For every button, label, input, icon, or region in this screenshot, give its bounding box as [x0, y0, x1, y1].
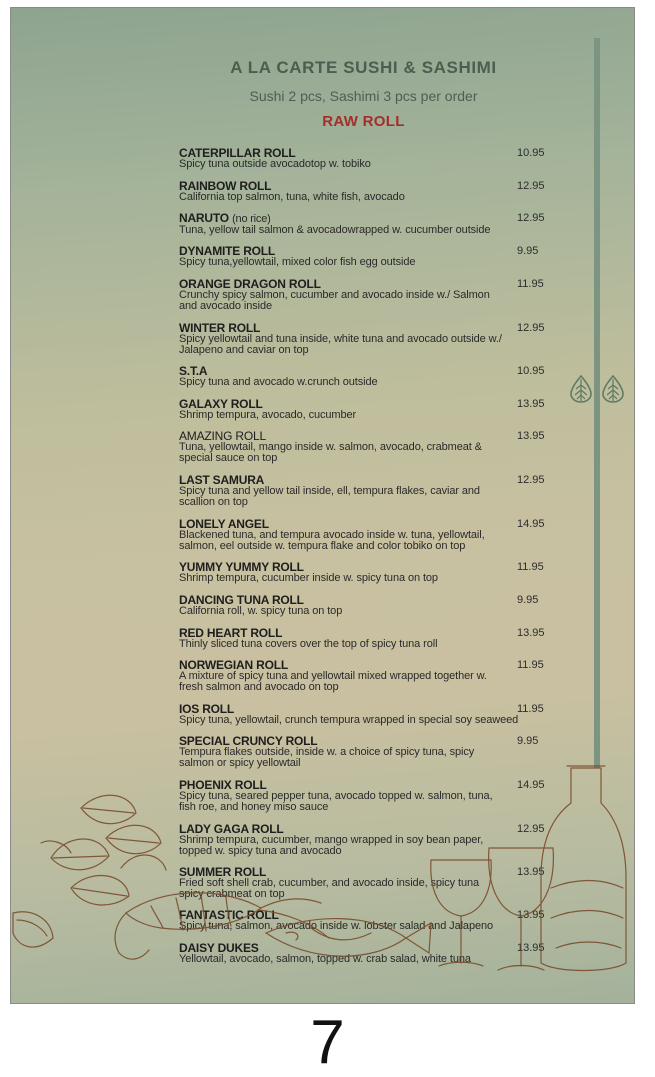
menu-item-price: 13.95: [517, 627, 545, 639]
menu-item-price: 13.95: [517, 909, 545, 921]
menu-item-description: Spicy tuna, salmon, avocado inside w. lobster salad and Jalapeno: [179, 920, 494, 932]
menu-item: [179, 519, 599, 552]
lotus-leaf-icon: [601, 375, 625, 403]
lotus-leaf-icon: [569, 375, 593, 403]
menu-item-description: special sauce on top: [179, 452, 278, 464]
menu-item-price: 10.95: [517, 365, 545, 377]
menu-item: [179, 181, 599, 203]
menu-item-price: 13.95: [517, 430, 545, 442]
menu-item-title: FANTASTIC ROLL: [179, 908, 279, 922]
menu-item: [179, 660, 599, 693]
menu-item: [179, 943, 599, 965]
menu-item-title: WINTER ROLL: [179, 321, 261, 335]
menu-item-title: DYNAMITE ROLL: [179, 244, 276, 258]
menu-title: A LA CARTE SUSHI & SASHIMI: [230, 58, 497, 77]
menu-item-description: Shrimp tempura, cucumber, mango wrapped in soy bean paper,: [179, 834, 484, 846]
menu-item-title: NORWEGIAN ROLL: [179, 658, 288, 672]
menu-item-price: 9.95: [517, 594, 539, 606]
menu-item-title: SUMMER ROLL: [179, 865, 267, 879]
menu-item-title: GALAXY ROLL: [179, 397, 263, 411]
menu-item-description: and avocado inside: [179, 300, 272, 312]
menu-item: [179, 628, 599, 650]
menu-item-price: 11.95: [517, 278, 544, 290]
menu-item-price: 12.95: [517, 180, 545, 192]
menu-item-title: PHOENIX ROLL: [179, 778, 267, 792]
menu-item-price: 9.95: [517, 245, 539, 257]
menu-item-price: 13.95: [517, 942, 545, 954]
menu-item-description: Fried soft shell crab, cucumber, and avocado inside, spicy tuna: [179, 877, 480, 889]
menu-item-description: Thinly sliced tuna covers over the top of spicy tuna roll: [179, 638, 438, 650]
menu-item-description: California top salmon, tuna, white fish, avocado: [179, 191, 405, 203]
menu-item-price: 11.95: [517, 703, 544, 715]
menu-item-description: Blackened tuna, and tempura avocado inside w. tuna, yellowtail,: [179, 529, 485, 541]
menu-item: [179, 780, 599, 813]
menu-item: [179, 475, 599, 508]
menu-item-price: 9.95: [517, 735, 539, 747]
menu-item: [179, 704, 599, 726]
menu-item-description: topped w. spicy tuna and avocado: [179, 845, 342, 857]
menu-subtitle: Sushi 2 pcs, Sashimi 3 pcs per order: [249, 88, 478, 104]
menu-item-title: DAISY DUKES: [179, 941, 259, 955]
menu-item-description: Yellowtail, avocado, salmon, topped w. crab salad, white tuna: [179, 953, 471, 965]
menu-item-price: 13.95: [517, 866, 545, 878]
menu-item-price: 12.95: [517, 212, 545, 224]
menu-item-price: 12.95: [517, 823, 545, 835]
menu-item-title: RED HEART ROLL: [179, 626, 283, 640]
menu-item-description: Spicy tuna outside avocadotop w. tobiko: [179, 158, 371, 170]
menu-item-note: (no rice): [232, 213, 271, 225]
menu-item-price: 10.95: [517, 147, 545, 159]
menu-item-description: fish roe, and honey miso sauce: [179, 801, 329, 813]
menu-item-title: LAST SAMURA: [179, 473, 265, 487]
menu-item-title: RAINBOW ROLL: [179, 179, 272, 193]
menu-item-title: SPECIAL CRUNCY ROLL: [179, 734, 318, 748]
menu-item-description: fresh salmon and avocado on top: [179, 681, 339, 693]
page-number: 7: [310, 1008, 345, 1077]
menu-item: [179, 562, 599, 584]
menu-item: [179, 736, 599, 769]
menu-item-description: Spicy tuna, yellowtail, crunch tempura wrapped in special soy seaweed: [179, 714, 519, 726]
menu-item-title: IOS ROLL: [179, 702, 235, 716]
menu-item-description: Shrimp tempura, cucumber inside w. spicy tuna on top: [179, 572, 438, 584]
menu-item-description: Spicy tuna and avocado w.crunch outside: [179, 376, 378, 388]
menu-item-description: salmon or spicy yellowtail: [179, 757, 301, 769]
menu-item: [179, 246, 599, 268]
menu-item: [179, 595, 599, 617]
menu-item-description: A mixture of spicy tuna and yellowtail mixed wrapped together w.: [179, 670, 487, 682]
menu-item-title: S.T.A: [179, 364, 208, 378]
menu-item-price: 14.95: [517, 518, 545, 530]
menu-item-description: Spicy tuna,yellowtail, mixed color fish egg outside: [179, 256, 416, 268]
menu-item-description: Shrimp tempura, avocado, cucumber: [179, 409, 357, 421]
menu-item-description: Tuna, yellowtail, mango inside w. salmon, avocado, crabmeat &: [179, 441, 482, 453]
menu-item-price: 13.95: [517, 398, 545, 410]
menu-item-description: Tempura flakes outside, inside w. a choice of spicy tuna, spicy: [179, 746, 475, 758]
menu-item-description: California roll, w. spicy tuna on top: [179, 605, 343, 617]
menu-item: [179, 279, 599, 312]
menu-item: [179, 824, 599, 857]
menu-item: [179, 148, 599, 170]
menu-item-title: ORANGE DRAGON ROLL: [179, 277, 321, 291]
section-title: RAW ROLL: [322, 113, 405, 130]
menu-item: [179, 213, 599, 236]
menu-item-title: YUMMY YUMMY ROLL: [179, 560, 304, 574]
menu-item-description: Spicy tuna, seared pepper tuna, avocado topped w. salmon, tuna,: [179, 790, 493, 802]
menu-item-description: Spicy yellowtail and tuna inside, white tuna and avocado outside w./: [179, 333, 502, 345]
menu-item-description: salmon, eel outside w. tempura flake and color tobiko on top: [179, 540, 466, 552]
menu-item: [179, 431, 599, 464]
menu-item: [179, 399, 599, 421]
menu-item-price: 11.95: [517, 659, 544, 671]
menu-item-price: 14.95: [517, 779, 545, 791]
menu-item-price: 11.95: [517, 561, 544, 573]
menu-item-description: spicy crabmeat on top: [179, 888, 285, 900]
menu-item-title: LADY GAGA ROLL: [179, 822, 284, 836]
menu-item: [179, 867, 599, 900]
menu-item-description: Crunchy spicy salmon, cucumber and avocado inside w./ Salmon: [179, 289, 490, 301]
menu-item-price: 12.95: [517, 474, 545, 486]
menu-item-description: Spicy tuna and yellow tail inside, ell, tempura flakes, caviar and: [179, 485, 480, 497]
menu-item-price: 12.95: [517, 322, 545, 334]
menu-item: [179, 323, 599, 356]
menu-item-description: Tuna, yellow tail salmon & avocadowrapped w. cucumber outside: [179, 224, 491, 236]
menu-item-description: scallion on top: [179, 496, 248, 508]
menu-item: [179, 910, 599, 932]
menu-item: [179, 366, 599, 388]
menu-item-description: Jalapeno and caviar on top: [179, 344, 309, 356]
menu-card: [10, 7, 635, 1004]
menu-item-title: LONELY ANGEL: [179, 517, 269, 531]
menu-item-title: CATERPILLAR ROLL: [179, 146, 296, 160]
menu-item-title: NARUTO: [179, 211, 229, 225]
menu-item-title: DANCING TUNA ROLL: [179, 593, 304, 607]
menu-item-title: AMAZING ROLL: [179, 429, 266, 443]
